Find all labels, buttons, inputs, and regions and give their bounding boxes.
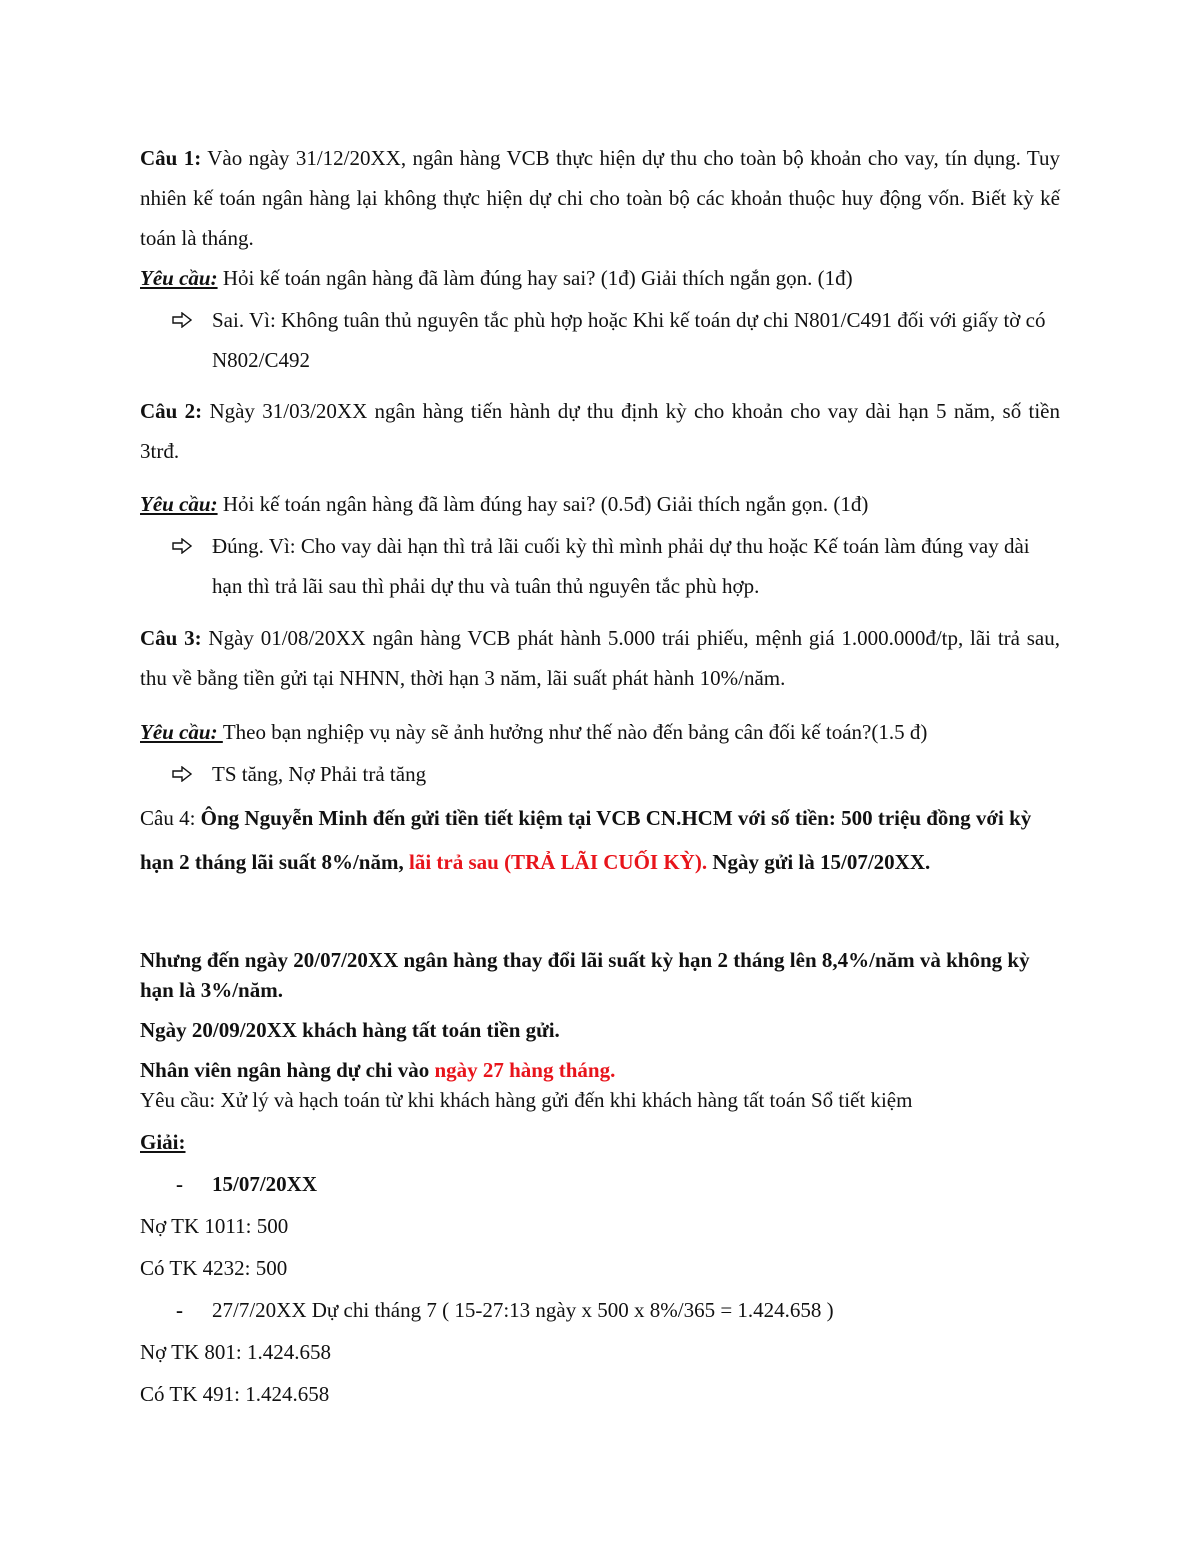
question-4-highlight: lãi trả sau (TRẢ LÃI CUỐI KỲ). — [408, 850, 708, 874]
answer-text: Sai. Vì: Không tuân thủ nguyên tắc phù hợp hoặc Khi kế toán dự chi N801/C491 đối với giấy tờ có N802/C492 — [212, 308, 1046, 372]
question-4-label: Câu 4: — [140, 806, 201, 830]
requirement-label: Yêu cầu: — [140, 492, 218, 516]
requirement-label: Yêu cầu: — [140, 720, 223, 744]
question-4 — [140, 796, 1060, 884]
question-3 — [140, 618, 1060, 698]
solution-step-2 — [176, 1290, 834, 1330]
question-1-text: Vào ngày 31/12/20XX, ngân hàng VCB thực hiện dự thu cho toàn bộ khoản cho vay, tín dụng. Tuy nhiên kế toán ngân hàng lại không thực hiện dự chi cho toàn bộ các khoản thuộc huy động vốn. Biết kỳ kế toán là tháng. — [140, 146, 1061, 250]
question-2-answer — [176, 526, 1060, 606]
question-4-settlement: Ngày 20/09/20XX khách hàng tất toán tiền gửi. — [140, 1018, 560, 1042]
accrual-note-text: Nhân viên ngân hàng dự chi vào — [140, 1058, 435, 1082]
question-4-requirement: Yêu cầu: Xử lý và hạch toán từ khi khách hàng gửi đến khi khách hàng tất toán Sổ tiết kiệm — [140, 1088, 913, 1112]
question-4-rate-change: Nhưng đến ngày 20/07/20XX ngân hàng thay đổi lãi suất kỳ hạn 2 tháng lên 8,4%/năm và không kỳ hạn là 3%/năm. — [140, 948, 1030, 1002]
question-4-accrual-note — [140, 1050, 1060, 1090]
question-2-text: Ngày 31/03/20XX ngân hàng tiến hành dự thu định kỳ cho khoản cho vay dài hạn 5 năm, số tiền 3trđ. — [140, 399, 1060, 463]
dash-bullet: - — [176, 1298, 183, 1322]
step-2-credit: Có TK 491: 1.424.658 — [140, 1382, 330, 1406]
step-1-debit: Nợ TK 1011: 500 — [140, 1214, 289, 1238]
arrow-bullet-icon — [172, 300, 196, 328]
requirement-text: Hỏi kế toán ngân hàng đã làm đúng hay sai? (1đ) Giải thích ngắn gọn. (1đ) — [217, 266, 853, 290]
answer-text: Đúng. Vì: Cho vay dài hạn thì trả lãi cuối kỳ thì mình phải dự thu hoặc Kế toán làm đúng vay dài hạn thì trả lãi sau thì phải dự thu và tuân thủ nguyên tắc phù hợp. — [212, 534, 1030, 598]
question-1-requirement — [140, 258, 1060, 298]
question-3-label: Câu 3: — [140, 626, 202, 650]
question-3-answer — [176, 754, 1060, 794]
solution-step-1 — [176, 1164, 317, 1204]
arrow-bullet-icon — [172, 526, 196, 554]
step-1-date: 15/07/20XX — [212, 1172, 317, 1196]
question-1-label: Câu 1: — [140, 146, 202, 170]
question-3-text: Ngày 01/08/20XX ngân hàng VCB phát hành 5.000 trái phiếu, mệnh giá 1.000.000đ/tp, lãi trả sau, thu về bằng tiền gửi tại NHNN, thời hạn 3 năm, lãi suất phát hành 10%/năm. — [140, 626, 1060, 690]
requirement-label: Yêu cầu: — [140, 266, 218, 290]
step-2-debit: Nợ TK 801: 1.424.658 — [140, 1340, 331, 1364]
dash-bullet: - — [176, 1172, 183, 1196]
question-1-answer — [176, 300, 1060, 380]
answer-text: TS tăng, Nợ Phải trả tăng — [212, 762, 427, 786]
solution-title: Giải: — [140, 1130, 186, 1154]
question-2-label: Câu 2: — [140, 399, 203, 423]
requirement-text: Hỏi kế toán ngân hàng đã làm đúng hay sai? (0.5đ) Giải thích ngắn gọn. (1đ) — [217, 492, 869, 516]
question-3-requirement — [140, 712, 1060, 752]
question-1 — [140, 138, 1060, 258]
accrual-note-highlight: ngày 27 hàng tháng. — [434, 1058, 616, 1082]
requirement-text: Theo bạn nghiệp vụ này sẽ ảnh hưởng như thế nào đến bảng cân đối kế toán?(1.5 đ) — [222, 720, 928, 744]
question-4-text-bold: Ông Nguyễn Minh đến gửi tiền tiết kiệm tại VCB CN.HCM với số tiền: 500 triệu đồng với kỳ hạn 2 tháng lãi suất 8%/năm, — [140, 806, 1032, 874]
question-4-date: Ngày gửi là 15/07/20XX. — [707, 850, 931, 874]
question-2 — [140, 391, 1060, 471]
question-2-requirement — [140, 484, 1060, 524]
arrow-bullet-icon — [172, 754, 196, 782]
step-2-text: 27/7/20XX Dự chi tháng 7 ( 15-27:13 ngày x 500 x 8%/365 = 1.424.658 ) — [212, 1298, 834, 1322]
step-1-credit: Có TK 4232: 500 — [140, 1256, 288, 1280]
